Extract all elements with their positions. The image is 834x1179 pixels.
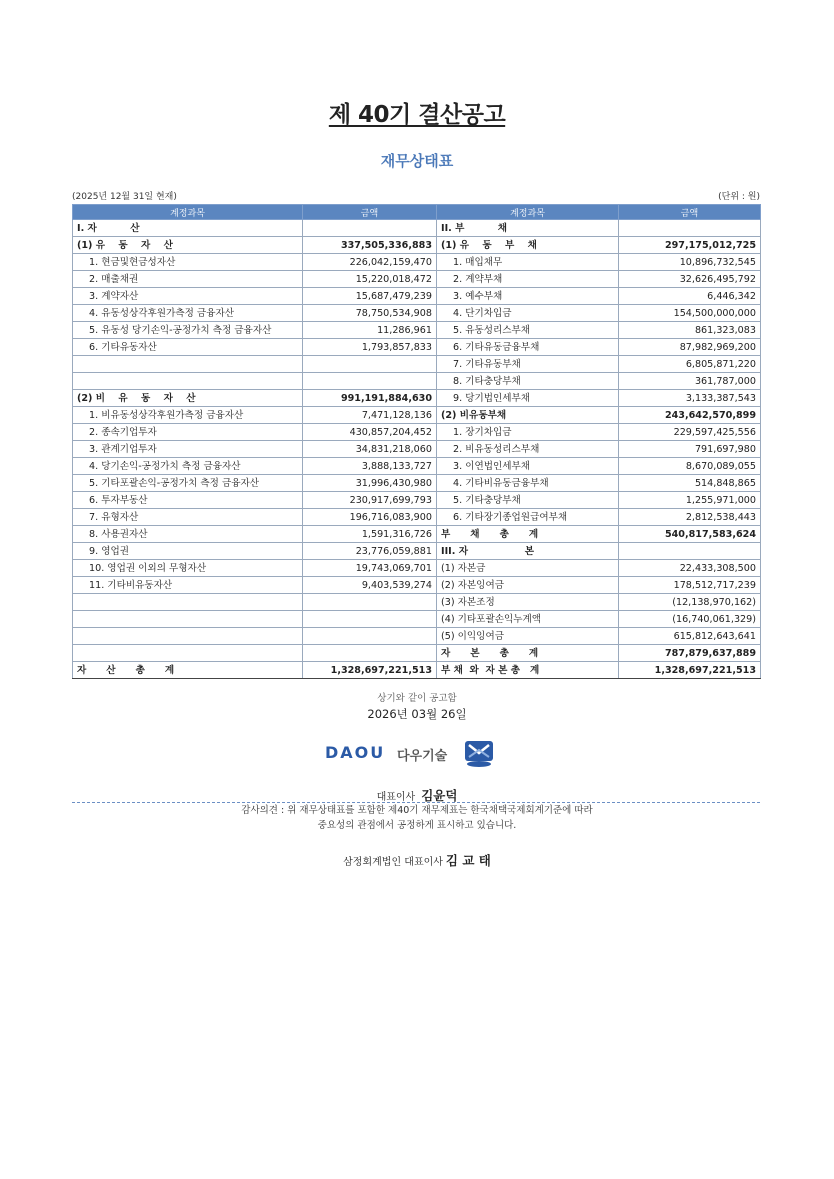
right-amount-cell: 2,812,538,443	[619, 509, 761, 526]
table-row	[73, 407, 761, 424]
right-amount-cell: 243,642,570,899	[619, 407, 761, 424]
right-account-cell: 5. 기타충당부채	[437, 492, 619, 509]
right-amount-cell	[619, 543, 761, 560]
left-account-cell: 1. 현금및현금성자산	[73, 254, 303, 271]
right-account-cell: 4. 기타비유동금융부채	[437, 475, 619, 492]
table-row	[73, 543, 761, 560]
left-amount-cell: 3,888,133,727	[303, 458, 437, 475]
left-amount-cell: 196,716,083,900	[303, 509, 437, 526]
right-account-cell: 1. 매입채무	[437, 254, 619, 271]
statement-subtitle: 재무상태표	[380, 152, 454, 170]
table-row	[73, 628, 761, 645]
right-amount-cell: 6,805,871,220	[619, 356, 761, 373]
left-account-cell	[73, 611, 303, 628]
audit-opinion	[0, 803, 834, 833]
right-account-cell: 2. 계약부채	[437, 271, 619, 288]
notice-text: 상기와 같이 공고함	[377, 693, 457, 704]
right-account-cell: (1) 자본금	[437, 560, 619, 577]
right-account-cell: (3) 자본조정	[437, 594, 619, 611]
left-amount-cell: 991,191,884,630	[303, 390, 437, 407]
right-account-cell: 자 본 총 계	[437, 645, 619, 662]
notice-date: 2026년 03월 26일	[367, 707, 467, 721]
left-amount-cell	[303, 645, 437, 662]
table-row	[73, 288, 761, 305]
left-amount-cell: 337,505,336,883	[303, 237, 437, 254]
right-amount-cell: 297,175,012,725	[619, 237, 761, 254]
header-amount-right: 금액	[619, 205, 761, 220]
right-amount-cell: 1,255,971,000	[619, 492, 761, 509]
left-amount-cell	[303, 356, 437, 373]
left-account-cell	[73, 628, 303, 645]
right-amount-cell: 87,982,969,200	[619, 339, 761, 356]
right-account-cell: 6. 기타유동금융부채	[437, 339, 619, 356]
right-account-cell: 부 채 와 자 본 총 계	[437, 662, 619, 679]
left-amount-cell	[303, 220, 437, 237]
left-account-cell: 1. 비유동성상각후원가측정 금융자산	[73, 407, 303, 424]
right-account-cell: (2) 자본잉여금	[437, 577, 619, 594]
left-amount-cell: 9,403,539,274	[303, 577, 437, 594]
table-header-row	[73, 205, 761, 220]
right-account-cell: 3. 예수부채	[437, 288, 619, 305]
date-note: (2025년 12월 31일 현재)	[72, 192, 177, 202]
left-amount-cell	[303, 628, 437, 645]
left-amount-cell: 19,743,069,701	[303, 560, 437, 577]
right-amount-cell: 178,512,717,239	[619, 577, 761, 594]
left-account-cell: 5. 유동성 당기손익-공정가치 측정 금융자산	[73, 322, 303, 339]
table-row	[73, 424, 761, 441]
right-amount-cell: 861,323,083	[619, 322, 761, 339]
left-amount-cell: 7,471,128,136	[303, 407, 437, 424]
right-account-cell: 3. 이연법인세부채	[437, 458, 619, 475]
left-amount-cell	[303, 373, 437, 390]
right-account-cell: 2. 비유동성리스부채	[437, 441, 619, 458]
left-amount-cell: 430,857,204,452	[303, 424, 437, 441]
audit-line-1: 감사의견 : 위 재무상태표를 포함한 제40기 재무제표는 한국채택국제회계기준에 따라	[241, 805, 593, 816]
left-amount-cell: 15,687,479,239	[303, 288, 437, 305]
right-amount-cell: 10,896,732,545	[619, 254, 761, 271]
right-amount-cell: 514,848,865	[619, 475, 761, 492]
right-amount-cell: 6,446,342	[619, 288, 761, 305]
left-account-cell: 5. 기타포괄손익-공정가치 측정 금융자산	[73, 475, 303, 492]
table-row	[73, 594, 761, 611]
right-account-cell: (4) 기타포괄손익누계액	[437, 611, 619, 628]
header-amount-left: 금액	[303, 205, 437, 220]
table-row	[73, 526, 761, 543]
right-amount-cell: 32,626,495,792	[619, 271, 761, 288]
left-amount-cell: 23,776,059,881	[303, 543, 437, 560]
left-account-cell: 8. 사용권자산	[73, 526, 303, 543]
left-amount-cell: 226,042,159,470	[303, 254, 437, 271]
header-account-right: 계정과목	[437, 205, 619, 220]
right-account-cell: (5) 이익잉여금	[437, 628, 619, 645]
page-title: 제 40기 결산공고	[328, 102, 506, 128]
audit-line-2: 중요성의 관점에서 공정하게 표시하고 있습니다.	[317, 820, 517, 831]
logo-brand: DAOU	[325, 743, 386, 762]
left-account-cell	[73, 356, 303, 373]
table-row	[73, 237, 761, 254]
left-amount-cell	[303, 594, 437, 611]
table-row	[73, 356, 761, 373]
table-row	[73, 390, 761, 407]
ceo-name: 김윤덕	[421, 788, 458, 803]
table-row	[73, 305, 761, 322]
left-account-cell: 6. 투자부동산	[73, 492, 303, 509]
left-amount-cell: 1,591,316,726	[303, 526, 437, 543]
left-amount-cell: 78,750,534,908	[303, 305, 437, 322]
right-amount-cell: (16,740,061,329)	[619, 611, 761, 628]
unit-note: (단위 : 원)	[718, 192, 760, 202]
right-amount-cell: 229,597,425,556	[619, 424, 761, 441]
left-amount-cell: 11,286,961	[303, 322, 437, 339]
table-row	[73, 662, 761, 679]
right-amount-cell: 791,697,980	[619, 441, 761, 458]
table-row	[73, 475, 761, 492]
left-account-cell: 7. 유형자산	[73, 509, 303, 526]
table-row	[73, 458, 761, 475]
right-account-cell: 1. 장기차입금	[437, 424, 619, 441]
left-amount-cell: 1,793,857,833	[303, 339, 437, 356]
left-amount-cell: 1,328,697,221,513	[303, 662, 437, 679]
right-account-cell: (2) 비유동부채	[437, 407, 619, 424]
right-amount-cell: 3,133,387,543	[619, 390, 761, 407]
left-account-cell: 2. 종속기업투자	[73, 424, 303, 441]
table-row	[73, 220, 761, 237]
right-account-cell: 7. 기타유동부채	[437, 356, 619, 373]
header-account-left: 계정과목	[73, 205, 303, 220]
left-account-cell: (1) 유 동 자 산	[73, 237, 303, 254]
table-body	[73, 220, 761, 679]
right-account-cell: 부 채 총 계	[437, 526, 619, 543]
left-account-cell: 10. 영업권 이외의 무형자산	[73, 560, 303, 577]
table-row	[73, 492, 761, 509]
left-account-cell: I. 자 산	[73, 220, 303, 237]
left-account-cell	[73, 373, 303, 390]
left-amount-cell: 15,220,018,472	[303, 271, 437, 288]
company-logo	[325, 740, 505, 768]
ceo-label: 대표이사	[376, 792, 416, 803]
table-row	[73, 509, 761, 526]
left-amount-cell: 230,917,699,793	[303, 492, 437, 509]
table-row	[73, 560, 761, 577]
right-amount-cell: 22,433,308,500	[619, 560, 761, 577]
left-account-cell: 9. 영업권	[73, 543, 303, 560]
table-row	[73, 645, 761, 662]
table-row	[73, 339, 761, 356]
meta-row	[72, 189, 760, 203]
auditor-name: 김 교 태	[445, 853, 491, 868]
right-account-cell: 5. 유동성리스부채	[437, 322, 619, 339]
table-row	[73, 322, 761, 339]
right-account-cell: 8. 기타충당부채	[437, 373, 619, 390]
right-amount-cell: 8,670,089,055	[619, 458, 761, 475]
left-amount-cell	[303, 611, 437, 628]
right-account-cell: II. 부 채	[437, 220, 619, 237]
right-amount-cell: 361,787,000	[619, 373, 761, 390]
left-account-cell	[73, 594, 303, 611]
right-account-cell: (1) 유 동 부 채	[437, 237, 619, 254]
table-row	[73, 577, 761, 594]
logo-brand-kr: 다우기술	[397, 749, 448, 764]
left-amount-cell: 34,831,218,060	[303, 441, 437, 458]
left-account-cell: 4. 당기손익-공정가치 측정 금융자산	[73, 458, 303, 475]
right-amount-cell: 1,328,697,221,513	[619, 662, 761, 679]
left-account-cell: 자 산 총 계	[73, 662, 303, 679]
company-seal-icon	[463, 740, 495, 768]
table-row	[73, 373, 761, 390]
right-amount-cell	[619, 220, 761, 237]
auditor-signature	[0, 851, 834, 869]
right-account-cell: 9. 당기법인세부채	[437, 390, 619, 407]
right-account-cell: III. 자 본	[437, 543, 619, 560]
right-amount-cell: 154,500,000,000	[619, 305, 761, 322]
right-account-cell: 4. 단기차입금	[437, 305, 619, 322]
left-account-cell: 3. 계약자산	[73, 288, 303, 305]
balance-sheet-table	[72, 204, 761, 679]
left-amount-cell: 31,996,430,980	[303, 475, 437, 492]
table-row	[73, 611, 761, 628]
left-account-cell	[73, 645, 303, 662]
table-row	[73, 254, 761, 271]
left-account-cell: 3. 관계기업투자	[73, 441, 303, 458]
auditor-label: 삼정회계법인 대표이사	[343, 857, 443, 868]
left-account-cell: 11. 기타비유동자산	[73, 577, 303, 594]
left-account-cell: (2) 비 유 동 자 산	[73, 390, 303, 407]
left-account-cell: 4. 유동성상각후원가측정 금융자산	[73, 305, 303, 322]
left-account-cell: 6. 기타유동자산	[73, 339, 303, 356]
table-row	[73, 271, 761, 288]
right-amount-cell: 615,812,643,641	[619, 628, 761, 645]
right-amount-cell: (12,138,970,162)	[619, 594, 761, 611]
left-account-cell: 2. 매출채권	[73, 271, 303, 288]
right-amount-cell: 787,879,637,889	[619, 645, 761, 662]
right-amount-cell: 540,817,583,624	[619, 526, 761, 543]
table-row	[73, 441, 761, 458]
right-account-cell: 6. 기타장기종업원급여부채	[437, 509, 619, 526]
